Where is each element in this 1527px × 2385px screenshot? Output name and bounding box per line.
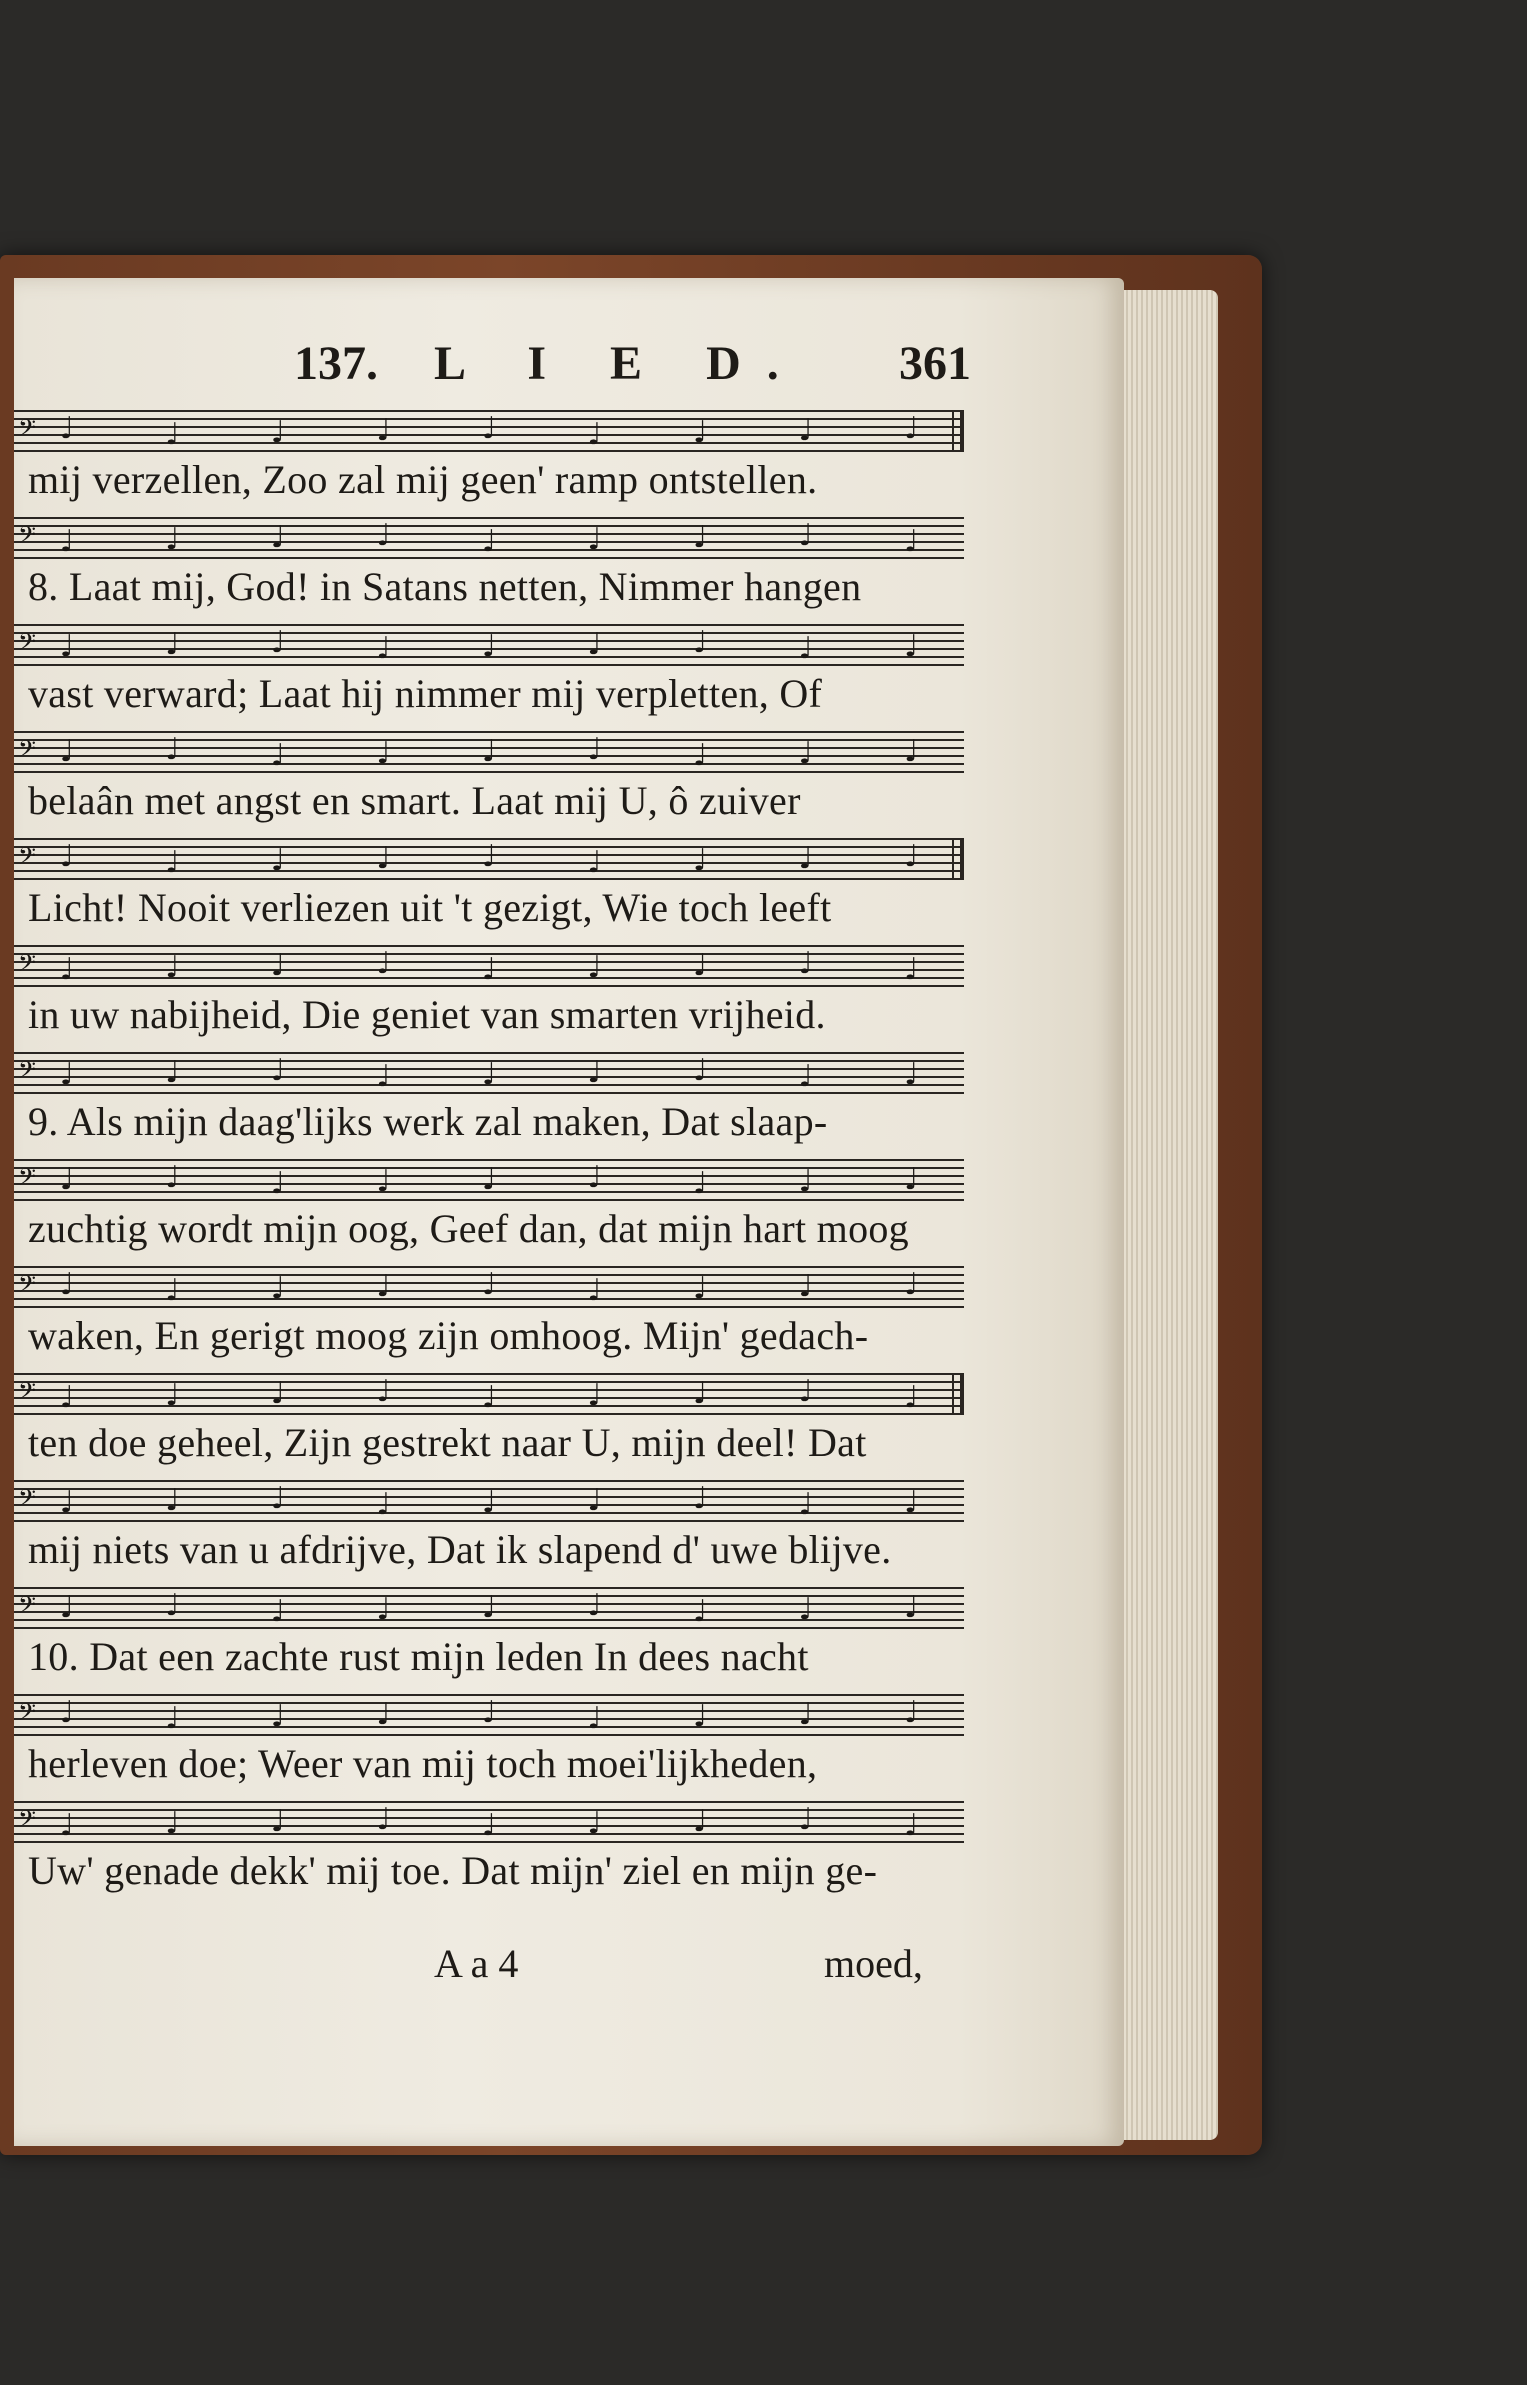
note-icon: ♩ bbox=[904, 1379, 919, 1415]
clef-icon: 𝄢 bbox=[18, 1377, 37, 1410]
note-icon: ♩ bbox=[59, 1161, 74, 1197]
lyric-line: herleven doe; Weer van mij toch moei'lijkheden, bbox=[28, 1741, 818, 1786]
staff-notes bbox=[14, 404, 964, 458]
note-icon: ♩ bbox=[587, 416, 602, 452]
note-icon: ♩ bbox=[270, 624, 285, 660]
note-icon: ♩ bbox=[165, 1159, 180, 1195]
page-title: L I E D. bbox=[434, 337, 805, 390]
note-icon: ♩ bbox=[904, 1484, 919, 1520]
clef-icon: 𝄢 bbox=[18, 1163, 37, 1196]
note-icon: ♩ bbox=[59, 838, 74, 874]
note-icon: ♩ bbox=[165, 1700, 180, 1736]
clef-icon: 𝄢 bbox=[18, 414, 37, 447]
note-icon: ♩ bbox=[59, 1379, 74, 1415]
staff-notes bbox=[14, 1688, 964, 1742]
staff-notes bbox=[14, 1367, 964, 1421]
note-icon: ♩ bbox=[798, 1373, 813, 1409]
note-icon: ♩ bbox=[692, 737, 708, 773]
note-icon: ♩ bbox=[481, 1161, 497, 1197]
note-icon: ♩ bbox=[904, 1694, 919, 1730]
note-icon: ♩ bbox=[587, 626, 602, 662]
note-icon: ♩ bbox=[692, 624, 708, 660]
lyric-line: 10. Dat een zachte rust mijn leden In dees nacht bbox=[28, 1634, 809, 1679]
final-barline bbox=[952, 410, 964, 452]
note-icon: ♩ bbox=[59, 1807, 74, 1843]
note-icon: ♩ bbox=[165, 416, 180, 452]
note-icon: ♩ bbox=[798, 1058, 813, 1094]
page-footer bbox=[14, 1940, 974, 1990]
lyric-line: belaân met angst en smart. Laat mij U, ô zuiver bbox=[28, 778, 801, 823]
note-icon: ♩ bbox=[376, 1591, 391, 1627]
note-icon: ♩ bbox=[692, 1375, 708, 1411]
music-staff bbox=[14, 1694, 964, 1736]
note-icon: ♩ bbox=[798, 1268, 813, 1304]
note-icon: ♩ bbox=[481, 951, 497, 987]
note-icon: ♩ bbox=[270, 1480, 285, 1516]
note-icon: ♩ bbox=[270, 1052, 285, 1088]
note-icon: ♩ bbox=[798, 840, 813, 876]
lyric-line: Licht! Nooit verliezen uit 't gezigt, Wie toch leeft bbox=[28, 885, 832, 930]
staff-notes bbox=[14, 1795, 964, 1849]
note-icon: ♩ bbox=[270, 1270, 285, 1306]
note-icon: ♩ bbox=[59, 523, 74, 559]
clef-icon: 𝄢 bbox=[18, 1056, 37, 1089]
clef-icon: 𝄢 bbox=[18, 1484, 37, 1517]
note-icon: ♩ bbox=[376, 1058, 391, 1094]
note-icon: ♩ bbox=[692, 1698, 708, 1734]
note-icon: ♩ bbox=[270, 1593, 285, 1629]
staff-notes bbox=[14, 939, 964, 993]
staff-notes bbox=[14, 1581, 964, 1635]
note-icon: ♩ bbox=[587, 1482, 602, 1518]
note-icon: ♩ bbox=[270, 519, 285, 555]
note-icon: ♩ bbox=[481, 1807, 497, 1843]
note-icon: ♩ bbox=[798, 735, 813, 771]
note-icon: ♩ bbox=[165, 1587, 180, 1623]
music-staff bbox=[14, 731, 964, 773]
note-icon: ♩ bbox=[376, 1163, 391, 1199]
note-icon: ♩ bbox=[481, 1694, 497, 1730]
note-icon: ♩ bbox=[481, 838, 497, 874]
lyric-line: 8. Laat mij, God! in Satans netten, Nimmer hangen bbox=[28, 564, 862, 609]
note-icon: ♩ bbox=[270, 414, 285, 450]
clef-icon: 𝄢 bbox=[18, 735, 37, 768]
staff-notes bbox=[14, 1474, 964, 1528]
note-icon: ♩ bbox=[904, 628, 919, 664]
note-icon: ♩ bbox=[692, 1165, 708, 1201]
note-icon: ♩ bbox=[481, 1589, 497, 1625]
lyric-line: mij verzellen, Zoo zal mij geen' ramp ontstellen. bbox=[28, 457, 818, 502]
note-icon: ♩ bbox=[798, 412, 813, 448]
note-icon: ♩ bbox=[904, 1266, 919, 1302]
note-icon: ♩ bbox=[270, 1803, 285, 1839]
note-icon: ♩ bbox=[587, 1805, 602, 1841]
note-icon: ♩ bbox=[165, 1377, 180, 1413]
clef-icon: 𝄢 bbox=[18, 521, 37, 554]
note-icon: ♩ bbox=[59, 1056, 74, 1092]
lyric-line: waken, En gerigt moog zijn omhoog. Mijn' gedach- bbox=[28, 1313, 869, 1358]
note-icon: ♩ bbox=[376, 1373, 391, 1409]
note-icon: ♩ bbox=[165, 1482, 180, 1518]
music-staff bbox=[14, 1801, 964, 1843]
note-icon: ♩ bbox=[270, 1375, 285, 1411]
note-icon: ♩ bbox=[798, 1486, 813, 1522]
music-staff bbox=[14, 945, 964, 987]
note-icon: ♩ bbox=[376, 630, 391, 666]
note-icon: ♩ bbox=[692, 414, 708, 450]
music-staff bbox=[14, 517, 964, 559]
staff-notes bbox=[14, 725, 964, 779]
note-icon: ♩ bbox=[904, 1589, 919, 1625]
note-icon: ♩ bbox=[59, 1484, 74, 1520]
music-staff bbox=[14, 624, 964, 666]
note-icon: ♩ bbox=[376, 945, 391, 981]
note-icon: ♩ bbox=[904, 1056, 919, 1092]
music-staff bbox=[14, 1373, 964, 1415]
note-icon: ♩ bbox=[59, 628, 74, 664]
running-header bbox=[14, 336, 1014, 396]
note-icon: ♩ bbox=[587, 1587, 602, 1623]
note-icon: ♩ bbox=[59, 410, 74, 446]
note-icon: ♩ bbox=[587, 844, 602, 880]
staff-notes bbox=[14, 1153, 964, 1207]
note-icon: ♩ bbox=[59, 1694, 74, 1730]
note-icon: ♩ bbox=[798, 1801, 813, 1837]
note-icon: ♩ bbox=[692, 1803, 708, 1839]
note-icon: ♩ bbox=[270, 842, 285, 878]
note-icon: ♩ bbox=[165, 1272, 180, 1308]
note-icon: ♩ bbox=[270, 947, 285, 983]
note-icon: ♩ bbox=[481, 523, 497, 559]
note-icon: ♩ bbox=[59, 1266, 74, 1302]
note-icon: ♩ bbox=[481, 1484, 497, 1520]
note-icon: ♩ bbox=[904, 733, 919, 769]
note-icon: ♩ bbox=[692, 1270, 708, 1306]
lyric-line: mij niets van u afdrijve, Dat ik slapend d' uwe blijve. bbox=[28, 1527, 892, 1572]
note-icon: ♩ bbox=[376, 735, 391, 771]
final-barline bbox=[952, 1373, 964, 1415]
note-icon: ♩ bbox=[798, 1163, 813, 1199]
staff-notes bbox=[14, 1046, 964, 1100]
clef-icon: 𝄢 bbox=[18, 949, 37, 982]
clef-icon: 𝄢 bbox=[18, 842, 37, 875]
note-icon: ♩ bbox=[587, 1700, 602, 1736]
note-icon: ♩ bbox=[692, 947, 708, 983]
note-icon: ♩ bbox=[587, 731, 602, 767]
music-staff bbox=[14, 1159, 964, 1201]
signature-mark: A a 4 bbox=[434, 1941, 519, 1986]
note-icon: ♩ bbox=[798, 1591, 813, 1627]
page bbox=[14, 278, 1124, 2146]
page-number: 361 bbox=[899, 337, 971, 390]
note-icon: ♩ bbox=[165, 731, 180, 767]
clef-icon: 𝄢 bbox=[18, 1270, 37, 1303]
note-icon: ♩ bbox=[587, 949, 602, 985]
note-icon: ♩ bbox=[376, 1696, 391, 1732]
lyric-line: vast verward; Laat hij nimmer mij verpletten, Of bbox=[28, 671, 823, 716]
note-icon: ♩ bbox=[692, 519, 708, 555]
note-icon: ♩ bbox=[798, 517, 813, 553]
note-icon: ♩ bbox=[59, 1589, 74, 1625]
hymn-number: 137. bbox=[294, 337, 378, 390]
clef-icon: 𝄢 bbox=[18, 1698, 37, 1731]
staff-notes bbox=[14, 511, 964, 565]
lyric-line: in uw nabijheid, Die geniet van smarten vrijheid. bbox=[28, 992, 826, 1037]
note-icon: ♩ bbox=[798, 1696, 813, 1732]
final-barline bbox=[952, 838, 964, 880]
note-icon: ♩ bbox=[692, 1480, 708, 1516]
clef-icon: 𝄢 bbox=[18, 1591, 37, 1624]
catchword: moed, bbox=[824, 1941, 923, 1986]
note-icon: ♩ bbox=[904, 1807, 919, 1843]
note-icon: ♩ bbox=[376, 1801, 391, 1837]
clef-icon: 𝄢 bbox=[18, 1805, 37, 1838]
note-icon: ♩ bbox=[587, 1054, 602, 1090]
note-icon: ♩ bbox=[587, 1377, 602, 1413]
music-staff bbox=[14, 1480, 964, 1522]
note-icon: ♩ bbox=[904, 410, 919, 446]
music-staff bbox=[14, 838, 964, 880]
note-icon: ♩ bbox=[798, 945, 813, 981]
note-icon: ♩ bbox=[270, 1165, 285, 1201]
note-icon: ♩ bbox=[587, 1159, 602, 1195]
note-icon: ♩ bbox=[587, 1272, 602, 1308]
note-icon: ♩ bbox=[481, 733, 497, 769]
note-icon: ♩ bbox=[481, 1379, 497, 1415]
lyric-line: 9. Als mijn daag'lijks werk zal maken, Dat slaap- bbox=[28, 1099, 828, 1144]
note-icon: ♩ bbox=[165, 521, 180, 557]
lyric-line: zuchtig wordt mijn oog, Geef dan, dat mijn hart moog bbox=[28, 1206, 909, 1251]
note-icon: ♩ bbox=[165, 949, 180, 985]
note-icon: ♩ bbox=[904, 523, 919, 559]
note-icon: ♩ bbox=[165, 1054, 180, 1090]
note-icon: ♩ bbox=[481, 1266, 497, 1302]
note-icon: ♩ bbox=[270, 1698, 285, 1734]
clef-icon: 𝄢 bbox=[18, 628, 37, 661]
note-icon: ♩ bbox=[376, 517, 391, 553]
music-staff bbox=[14, 1587, 964, 1629]
note-icon: ♩ bbox=[481, 628, 497, 664]
note-icon: ♩ bbox=[904, 1161, 919, 1197]
lyric-line: ten doe geheel, Zijn gestrekt naar U, mijn deel! Dat bbox=[28, 1420, 867, 1465]
note-icon: ♩ bbox=[376, 840, 391, 876]
music-staff bbox=[14, 410, 964, 452]
note-icon: ♩ bbox=[165, 844, 180, 880]
note-icon: ♩ bbox=[798, 630, 813, 666]
note-icon: ♩ bbox=[692, 1052, 708, 1088]
note-icon: ♩ bbox=[165, 1805, 180, 1841]
note-icon: ♩ bbox=[481, 410, 497, 446]
note-icon: ♩ bbox=[904, 951, 919, 987]
note-icon: ♩ bbox=[270, 737, 285, 773]
note-icon: ♩ bbox=[165, 626, 180, 662]
staff-notes bbox=[14, 832, 964, 886]
note-icon: ♩ bbox=[376, 1486, 391, 1522]
staff-notes bbox=[14, 618, 964, 672]
note-icon: ♩ bbox=[59, 951, 74, 987]
music-staff bbox=[14, 1266, 964, 1308]
lyric-line: Uw' genade dekk' mij toe. Dat mijn' ziel en mijn ge- bbox=[28, 1848, 878, 1893]
note-icon: ♩ bbox=[376, 1268, 391, 1304]
note-icon: ♩ bbox=[904, 838, 919, 874]
note-icon: ♩ bbox=[59, 733, 74, 769]
page-edges bbox=[1108, 290, 1218, 2140]
note-icon: ♩ bbox=[376, 412, 391, 448]
note-icon: ♩ bbox=[481, 1056, 497, 1092]
note-icon: ♩ bbox=[692, 842, 708, 878]
note-icon: ♩ bbox=[692, 1593, 708, 1629]
note-icon: ♩ bbox=[587, 521, 602, 557]
music-staff bbox=[14, 1052, 964, 1094]
staff-notes bbox=[14, 1260, 964, 1314]
